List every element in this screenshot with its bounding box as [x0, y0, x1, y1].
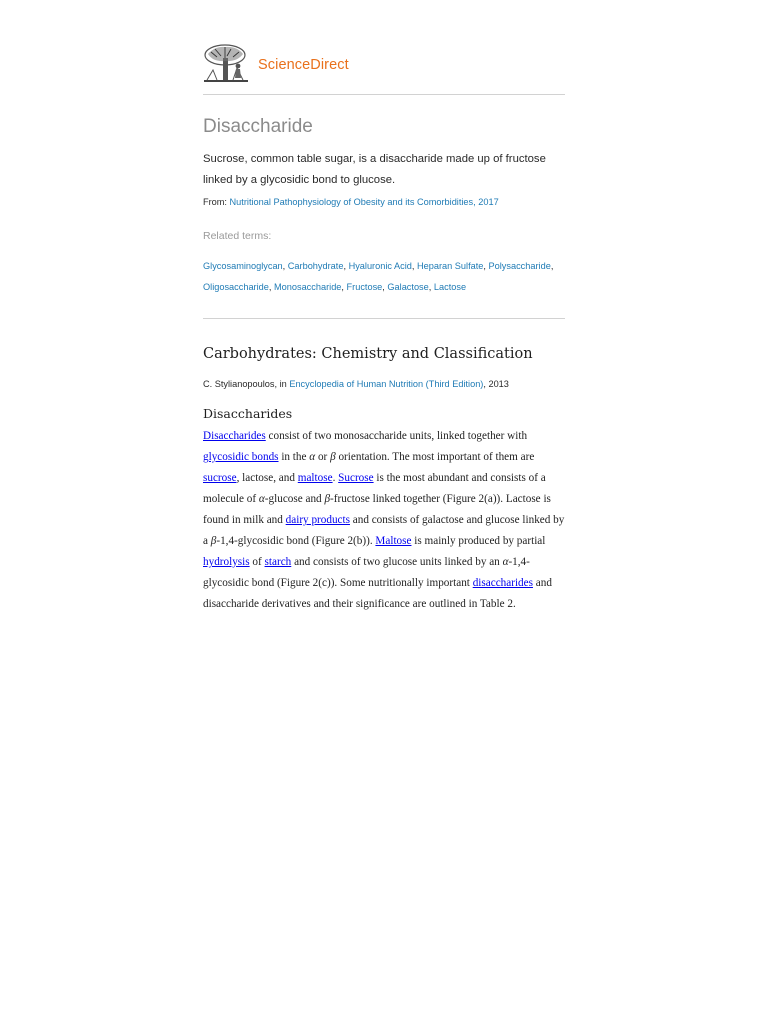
paragraph-text: -1,4-glycosidic bond (Figure 2(b)). — [216, 535, 376, 547]
divider-top — [203, 94, 565, 95]
term-definition: Sucrose, common table sugar, is a disaccharide made up of fructose linked by a glycosidic bond to glucose. — [203, 153, 546, 186]
related-term-separator: , — [282, 261, 288, 271]
paragraph-text: is the most abundant and consists of a molecule of — [203, 472, 546, 505]
article-subheading: Disaccharides — [203, 406, 293, 421]
paragraph-text: -glucose and — [264, 493, 325, 505]
related-term-link[interactable]: Oligosaccharide — [203, 282, 269, 292]
related-term-link[interactable]: Polysaccharide — [488, 261, 551, 271]
greek-symbol: β — [330, 451, 336, 463]
inline-term-link[interactable]: maltose — [297, 472, 333, 484]
inline-term-link[interactable]: glycosidic bonds — [203, 451, 279, 463]
paragraph-text: in the — [278, 451, 310, 463]
paragraph-text: . — [332, 472, 339, 484]
related-term-link[interactable]: Hyaluronic Acid — [348, 261, 412, 271]
inline-term-link[interactable]: hydrolysis — [203, 556, 250, 568]
related-term-link[interactable]: Heparan Sulfate — [417, 261, 484, 271]
elsevier-tree-logo[interactable] — [203, 44, 249, 84]
related-terms-list — [203, 256, 565, 298]
paragraph-text: and disaccharide derivatives and their significance are outlined in Table 2. — [203, 577, 552, 610]
related-term-separator: , — [341, 282, 347, 292]
paragraph-text: of — [249, 556, 265, 568]
paragraph-text: and consists of galactose and glucose linked by a — [203, 514, 565, 547]
related-term-separator: , — [483, 261, 489, 271]
site-header — [203, 44, 565, 94]
related-term-separator: , — [411, 261, 417, 271]
paragraph-text: -1,4-glycosidic bond (Figure 2(c)). Some nutritionally important — [203, 556, 530, 589]
paragraph-text: or — [315, 451, 331, 463]
related-term-separator: , — [343, 261, 349, 271]
paragraph-text: and consists of two glucose units linked by an — [291, 556, 503, 568]
inline-term-link[interactable]: disaccharides — [472, 577, 533, 589]
related-term-separator: , — [382, 282, 388, 292]
inline-term-link[interactable]: starch — [264, 556, 292, 568]
related-term-link[interactable]: Monosaccharide — [274, 282, 342, 292]
inline-term-link[interactable]: sucrose — [203, 472, 237, 484]
inline-term-link[interactable]: Disaccharides — [203, 430, 266, 442]
greek-symbol: α — [502, 556, 509, 568]
author-name: C. Stylianopoulos, in — [203, 379, 290, 389]
from-label: From: — [203, 197, 230, 207]
source-link[interactable]: Nutritional Pathophysiology of Obesity and its Comorbidities, 2017 — [229, 197, 499, 207]
divider-middle — [203, 318, 565, 319]
greek-symbol: α — [309, 451, 316, 463]
book-link[interactable]: Encyclopedia of Human Nutrition (Third Edition) — [289, 379, 484, 389]
related-terms-label: Related terms: — [203, 230, 272, 242]
related-term-link[interactable]: Galactose — [387, 282, 429, 292]
term-title: Disaccharide — [203, 116, 313, 137]
paragraph-text: , lactose, and — [236, 472, 298, 484]
related-term-separator: , — [550, 261, 554, 271]
inline-term-link[interactable]: Sucrose — [338, 472, 374, 484]
related-term-link[interactable]: Glycosaminoglycan — [203, 261, 283, 271]
article-paragraph — [203, 426, 568, 615]
inline-term-link[interactable]: dairy products — [285, 514, 350, 526]
brand-name[interactable]: ScienceDirect — [258, 57, 349, 73]
article-title[interactable]: Carbohydrates: Chemistry and Classification — [203, 346, 533, 362]
greek-symbol: β — [210, 535, 217, 547]
publication-year: , 2013 — [483, 379, 509, 389]
article-byline — [203, 379, 509, 389]
related-term-link[interactable]: Fructose — [346, 282, 383, 292]
paragraph-text: is mainly produced by partial — [411, 535, 546, 547]
term-source — [203, 197, 499, 207]
related-term-link[interactable]: Carbohydrate — [287, 261, 344, 271]
inline-term-link[interactable]: Maltose — [375, 535, 412, 547]
greek-symbol: α — [258, 493, 265, 505]
paragraph-text: orientation. The most important of them are — [335, 451, 535, 463]
paragraph-text: consist of two monosaccharide units, linked together with — [265, 430, 528, 442]
related-term-separator: , — [428, 282, 434, 292]
paragraph-text: -fructose linked together (Figure 2(a)). Lactose is found in milk and — [203, 493, 551, 526]
related-term-separator: , — [268, 282, 274, 292]
related-term-link[interactable]: Lactose — [433, 282, 467, 292]
greek-symbol: β — [324, 493, 331, 505]
